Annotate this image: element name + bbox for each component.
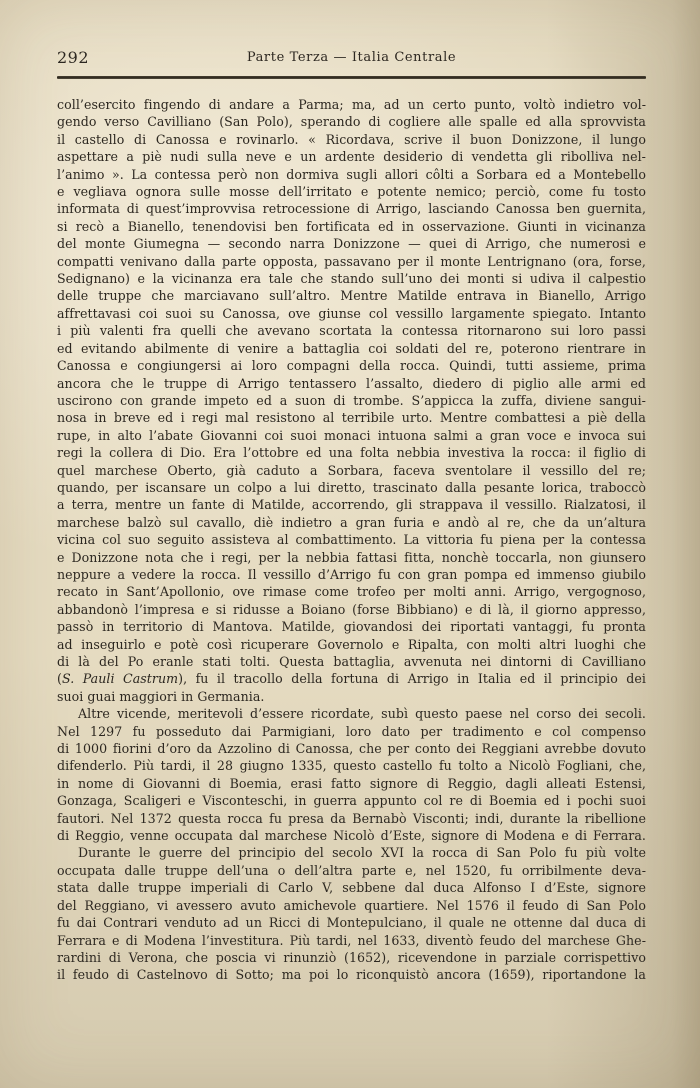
text-line: ancora che le truppe di Arrigo tentassero l’assalto, diedero di piglio alle armi ed	[57, 375, 646, 391]
text-line: rardini di Verona, che poscia vi rinunziò (1652), ricevendone in parziale corrispettivo	[57, 949, 646, 965]
paragraph	[57, 844, 646, 983]
text-line: gendo verso Cavilliano (San Polo), sperando di cogliere alle spalle ed alla sprovvista	[57, 114, 646, 130]
text-line: passò in territorio di Mantova. Matilde, giovandosi dei riportati vantaggi, fu pronta	[57, 619, 646, 635]
text-line: Nel 1297 fu posseduto dai Parmigiani, loro dato per tradimento e col compenso	[57, 723, 646, 739]
text-line: abbandonò l’impresa e si ridusse a Boiano (forse Bibbiano) e di là, il giorno appresso,	[57, 601, 646, 617]
text-line: suoi guai maggiori in Germania.	[57, 688, 265, 704]
text-line: neppure a vedere la rocca. Il vessillo d’Arrigo fu con gran pompa ed immenso giubilo	[57, 566, 646, 582]
text-line: delle truppe che marciavano sull’altro. Mentre Matilde entrava in Bianello, Arrigo	[57, 288, 646, 304]
text-line: rupe, in alto l’abate Giovanni coi suoi monaci intuona salmi a gran voce e invoca sui	[57, 427, 646, 443]
text-line: compatti venivano dalla parte opposta, passavano per il monte Lentrignano (ora, forse,	[57, 253, 646, 269]
text-line: difenderlo. Più tardi, il 28 giugno 1335, questo castello fu tolto a Nicolò Fogliani, che,	[57, 758, 646, 774]
text-line: del Reggiano, vi avessero avuto amichevole quartiere. Nel 1576 il feudo di San Polo	[57, 897, 646, 913]
text-line: Altre vicende, meritevoli d’essere ricordate, subì questo paese nel corso dei secoli.	[78, 706, 646, 722]
text-line: (S. Pauli Castrum), fu il tracollo della fortuna di Arrigo in Italia ed il principio dei	[57, 671, 646, 687]
text-line: di Reggio, venne occupata dal marchese Nicolò d’Este, signore di Modena e di Ferrara.	[57, 828, 646, 844]
text-block	[57, 96, 646, 984]
text-line: Ferrara e di Modena l’investitura. Più tardi, nel 1633, diventò feudo del marchese Ghe-	[57, 932, 646, 948]
header-rule	[57, 76, 646, 79]
text-line: quel marchese Oberto, già caduto a Sorbara, faceva sventolare il vessillo del re;	[57, 462, 646, 478]
text-line: l’animo ». La contessa però non dormiva sugli allori côlti a Sorbara ed a Montebello	[57, 166, 646, 182]
text-line: e vegliava ognora sulle mosse dell’irritato e potente nemico; perciò, come fu tosto	[57, 184, 646, 200]
text-line: uscirono con grande impeto ed a suon di trombe. S’appicca la zuffa, diviene sangui-	[57, 392, 646, 408]
text-line: fu dai Contrari venduto ad un Ricci di Montepulciano, il quale ne ottenne dal duca di	[57, 915, 646, 931]
text-line: Gonzaga, Scaligeri e Visconteschi, in guerra appunto col re di Boemia ed i pochi suoi	[57, 793, 646, 809]
text-line: si recò a Bianello, tenendovisi ben fortificata ed in osservazione. Giunti in vicinanza	[57, 218, 646, 234]
text-line: i più valenti fra quelli che avevano scortata la contessa ritornarono sui loro passi	[57, 323, 646, 339]
text-line: nosa in breve ed i regi mal resistono al terribile urto. Mentre combattesi a piè della	[57, 410, 646, 426]
text-line: a terra, mentre un fante di Matilde, accorrendo, gli strappava il vessillo. Rialzatosi, il	[57, 497, 646, 513]
text-line: di 1000 fiorini d’oro da Azzolino di Canossa, che per conto dei Reggiani avrebbe dovuto	[57, 741, 646, 757]
page-header	[57, 48, 646, 67]
paragraph	[57, 96, 646, 705]
text-line: ed evitando abilmente di venire a battaglia coi soldati del re, poterono rientrare in	[57, 340, 646, 356]
text-line: in nome di Giovanni di Boemia, erasi fatto signore di Reggio, dagli alleati Estensi,	[57, 775, 646, 791]
text-line: regi la collera di Dio. Era l’ottobre ed una folta nebbia investiva la rocca: il figlio di	[57, 445, 646, 461]
page-number: 292	[57, 48, 90, 67]
text-line: affrettavasi coi suoi su Canossa, ove giunse col vessillo largamente spiegato. Intanto	[57, 305, 646, 321]
paragraph	[57, 705, 646, 844]
text-line: coll’esercito fingendo di andare a Parma; ma, ad un certo punto, voltò indietro vol-	[57, 97, 646, 112]
text-line: aspettare a piè nudi sulla neve e un ardente desiderio di vendetta gli ribolliva nel-	[57, 149, 646, 165]
text-line: Canossa e congiungersi ai loro compagni della rocca. Quindi, tutti assieme, prima	[57, 358, 646, 374]
text-line: Durante le guerre del principio del secolo XVI la rocca di San Polo fu più volte	[78, 845, 646, 861]
text-line: vicina col suo seguito assisteva al combattimento. La vittoria fu piena per la contessa	[57, 532, 646, 548]
text-line: fautori. Nel 1372 questa rocca fu presa da Bernabò Visconti; indi, durante la ribellione	[57, 810, 646, 826]
running-head: Parte Terza — Italia Centrale	[246, 50, 457, 65]
text-line: marchese balzò sul cavallo, diè indietro a gran furia e andò al re, che da un’altura	[57, 514, 646, 530]
text-line: di là del Po eranle stati tolti. Questa battaglia, avvenuta nei dintorni di Cavilliano	[57, 654, 646, 669]
text-line: informata di quest’improvvisa retrocessione di Arrigo, lasciando Canossa ben guernita,	[57, 201, 646, 217]
text-line: del monte Giumegna — secondo narra Donizzone — quei di Arrigo, che numerosi e	[57, 236, 646, 252]
text-line: Sedignano) e la vicinanza era tale che stando sull’uno dei monti si udiva il calpestio	[57, 271, 646, 287]
text-line: e Donizzone nota che i regi, per la nebbia fattasi fitta, nonchè toccarla, non giunsero	[57, 549, 646, 565]
text-line: il feudo di Castelnovo di Sotto; ma poi lo riconquistò ancora (1659), riportandone la	[57, 967, 646, 983]
text-line: quando, per iscansare un colpo a lui diretto, trascinato dalla pesante lorica, traboccò	[57, 479, 646, 495]
text-line: recato in Sant’Apollonio, ove rimase come trofeo per molti anni. Arrigo, vergognoso,	[57, 584, 646, 600]
text-line: occupata dalle truppe dell’una o dell’altra parte e, nel 1520, fu orribilmente deva-	[57, 862, 646, 878]
text-line: ad inseguirlo e potè così ricuperare Governolo e Ripalta, con molti altri luoghi che	[57, 636, 646, 652]
text-line: il castello di Canossa e rovinarlo. « Ricordava, scrive il buon Donizzone, il lungo	[57, 131, 646, 147]
page-content	[57, 48, 646, 984]
text-line: stata dalle truppe imperiali di Carlo V, sebbene dal duca Alfonso I d’Este, signore	[57, 880, 646, 896]
